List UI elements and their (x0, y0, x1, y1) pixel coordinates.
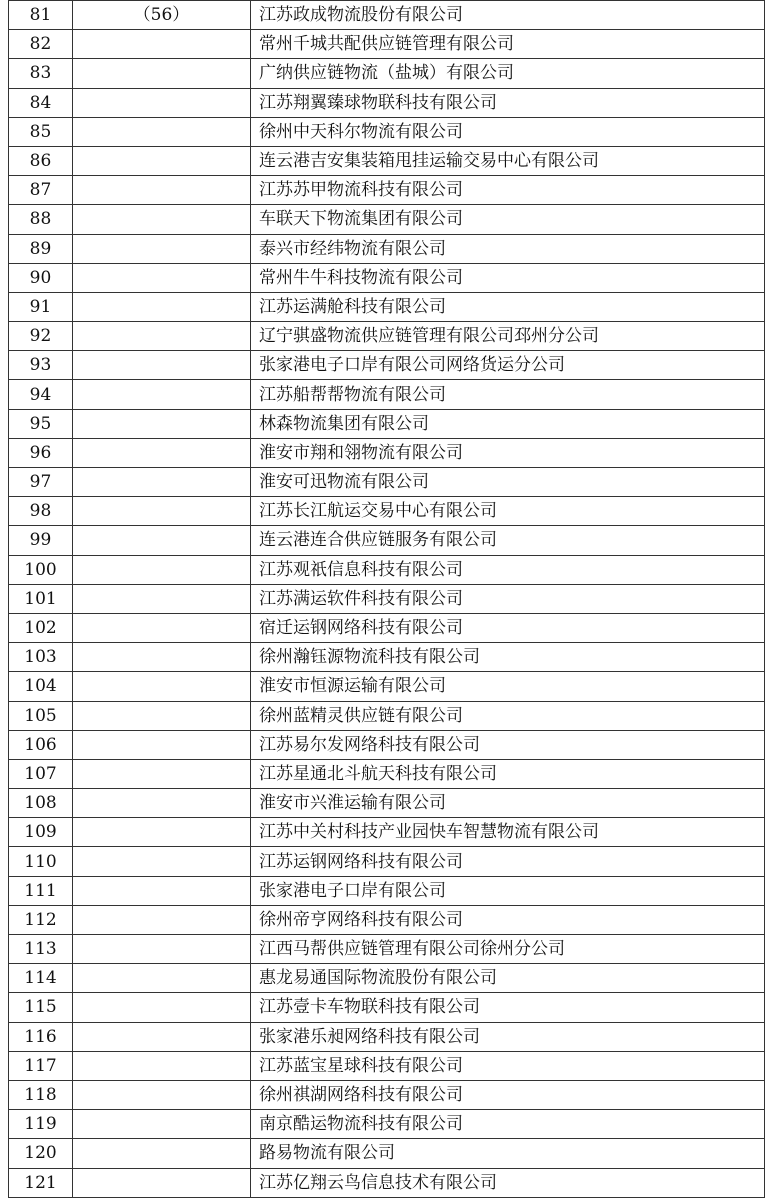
row-number: 89 (9, 234, 73, 263)
group-cell (73, 643, 251, 672)
row-number: 91 (9, 292, 73, 321)
table-row (9, 847, 765, 876)
row-number: 84 (9, 88, 73, 117)
table-row (9, 701, 765, 730)
row-number: 90 (9, 263, 73, 292)
company-name: 徐州蓝精灵供应链有限公司 (251, 701, 765, 730)
row-number: 114 (9, 964, 73, 993)
company-name: 江苏运满舱科技有限公司 (251, 292, 765, 321)
row-number: 112 (9, 905, 73, 934)
table-row (9, 468, 765, 497)
row-number: 106 (9, 730, 73, 759)
row-number: 103 (9, 643, 73, 672)
group-cell (73, 59, 251, 88)
row-number: 94 (9, 380, 73, 409)
group-cell (73, 380, 251, 409)
table-row (9, 117, 765, 146)
group-cell (73, 730, 251, 759)
row-number: 95 (9, 409, 73, 438)
group-cell (73, 672, 251, 701)
table-row (9, 935, 765, 964)
table-row (9, 643, 765, 672)
table-row (9, 818, 765, 847)
table-row (9, 322, 765, 351)
group-cell (73, 847, 251, 876)
row-number: 105 (9, 701, 73, 730)
company-name: 江苏运钢网络科技有限公司 (251, 847, 765, 876)
company-name: 江苏长江航运交易中心有限公司 (251, 497, 765, 526)
group-cell (73, 146, 251, 175)
table-row (9, 876, 765, 905)
table-row (9, 146, 765, 175)
table-row (9, 497, 765, 526)
table-row (9, 613, 765, 642)
company-name: 江苏易尔发网络科技有限公司 (251, 730, 765, 759)
company-name: 江苏壹卡车物联科技有限公司 (251, 993, 765, 1022)
row-number: 83 (9, 59, 73, 88)
group-cell (73, 176, 251, 205)
table-row (9, 438, 765, 467)
group-cell (73, 584, 251, 613)
row-number: 115 (9, 993, 73, 1022)
company-name: 泰兴市经纬物流有限公司 (251, 234, 765, 263)
table-row (9, 555, 765, 584)
table-row (9, 730, 765, 759)
row-number: 93 (9, 351, 73, 380)
group-cell (73, 497, 251, 526)
row-number: 117 (9, 1051, 73, 1080)
company-name: 江苏观祇信息科技有限公司 (251, 555, 765, 584)
row-number: 98 (9, 497, 73, 526)
company-name: 张家港电子口岸有限公司网络货运分公司 (251, 351, 765, 380)
company-name: 徐州中天科尔物流有限公司 (251, 117, 765, 146)
group-cell (73, 1110, 251, 1139)
table-row (9, 88, 765, 117)
table-row (9, 351, 765, 380)
group-cell (73, 351, 251, 380)
company-name: 淮安可迅物流有限公司 (251, 468, 765, 497)
row-number: 100 (9, 555, 73, 584)
table-row (9, 292, 765, 321)
row-number: 97 (9, 468, 73, 497)
company-name: 江苏满运软件科技有限公司 (251, 584, 765, 613)
company-name: 徐州祺湖网络科技有限公司 (251, 1080, 765, 1109)
row-number: 87 (9, 176, 73, 205)
group-count-label: （56） (73, 1, 251, 30)
table-row (9, 584, 765, 613)
row-number: 86 (9, 146, 73, 175)
group-cell (73, 30, 251, 59)
company-name: 江苏苏甲物流科技有限公司 (251, 176, 765, 205)
group-cell (73, 322, 251, 351)
row-number: 109 (9, 818, 73, 847)
group-cell (73, 263, 251, 292)
group-cell (73, 1080, 251, 1109)
table-row (9, 1022, 765, 1051)
table-row (9, 1139, 765, 1168)
group-cell (73, 935, 251, 964)
company-name: 常州牛牛科技物流有限公司 (251, 263, 765, 292)
table-row (9, 789, 765, 818)
row-number: 108 (9, 789, 73, 818)
company-name: 徐州帝亨网络科技有限公司 (251, 905, 765, 934)
table-row (9, 964, 765, 993)
group-cell (73, 1139, 251, 1168)
table-row (9, 1, 765, 30)
company-name: 林森物流集团有限公司 (251, 409, 765, 438)
table-row (9, 526, 765, 555)
group-cell (73, 964, 251, 993)
row-number: 82 (9, 30, 73, 59)
company-name: 江苏蓝宝星球科技有限公司 (251, 1051, 765, 1080)
row-number: 120 (9, 1139, 73, 1168)
table-row (9, 205, 765, 234)
group-cell (73, 438, 251, 467)
group-cell (73, 117, 251, 146)
row-number: 101 (9, 584, 73, 613)
company-name: 江苏船帮帮物流有限公司 (251, 380, 765, 409)
company-name: 淮安市翔和翎物流有限公司 (251, 438, 765, 467)
group-cell (73, 876, 251, 905)
company-name: 惠龙易通国际物流股份有限公司 (251, 964, 765, 993)
company-name: 江苏翔翼臻球物联科技有限公司 (251, 88, 765, 117)
group-cell (73, 759, 251, 788)
table-row (9, 234, 765, 263)
company-list-body (9, 1, 765, 1198)
company-name: 江西马帮供应链管理有限公司徐州分公司 (251, 935, 765, 964)
row-number: 92 (9, 322, 73, 351)
company-name: 江苏政成物流股份有限公司 (251, 1, 765, 30)
row-number: 113 (9, 935, 73, 964)
company-name: 淮安市兴淮运输有限公司 (251, 789, 765, 818)
row-number: 110 (9, 847, 73, 876)
group-cell (73, 468, 251, 497)
table-row (9, 59, 765, 88)
group-cell (73, 1168, 251, 1197)
table-row (9, 409, 765, 438)
row-number: 96 (9, 438, 73, 467)
group-cell (73, 88, 251, 117)
row-number: 81 (9, 1, 73, 30)
table-row (9, 759, 765, 788)
group-cell (73, 701, 251, 730)
row-number: 107 (9, 759, 73, 788)
group-cell (73, 409, 251, 438)
table-row (9, 30, 765, 59)
row-number: 104 (9, 672, 73, 701)
group-cell (73, 526, 251, 555)
company-name: 张家港电子口岸有限公司 (251, 876, 765, 905)
company-name: 徐州瀚钰源物流科技有限公司 (251, 643, 765, 672)
group-cell (73, 234, 251, 263)
table-row (9, 1051, 765, 1080)
group-cell (73, 905, 251, 934)
row-number: 121 (9, 1168, 73, 1197)
table-row (9, 1168, 765, 1197)
company-name: 连云港连合供应链服务有限公司 (251, 526, 765, 555)
table-row (9, 905, 765, 934)
row-number: 85 (9, 117, 73, 146)
table-row (9, 380, 765, 409)
group-cell (73, 1051, 251, 1080)
group-cell (73, 789, 251, 818)
group-cell (73, 993, 251, 1022)
company-name: 常州千城共配供应链管理有限公司 (251, 30, 765, 59)
company-name: 广纳供应链物流（盐城）有限公司 (251, 59, 765, 88)
group-cell (73, 613, 251, 642)
company-name: 车联天下物流集团有限公司 (251, 205, 765, 234)
table-row (9, 1110, 765, 1139)
group-cell (73, 1022, 251, 1051)
row-number: 116 (9, 1022, 73, 1051)
table-row (9, 263, 765, 292)
group-cell (73, 205, 251, 234)
row-number: 88 (9, 205, 73, 234)
row-number: 111 (9, 876, 73, 905)
table-row (9, 1080, 765, 1109)
group-cell (73, 818, 251, 847)
company-name: 江苏中关村科技产业园快车智慧物流有限公司 (251, 818, 765, 847)
table-row (9, 672, 765, 701)
company-name: 淮安市恒源运输有限公司 (251, 672, 765, 701)
company-name: 江苏亿翔云鸟信息技术有限公司 (251, 1168, 765, 1197)
company-name: 辽宁骐盛物流供应链管理有限公司邳州分公司 (251, 322, 765, 351)
row-number: 119 (9, 1110, 73, 1139)
company-list-table (8, 0, 765, 1198)
table-row (9, 993, 765, 1022)
company-name: 江苏星通北斗航天科技有限公司 (251, 759, 765, 788)
company-name: 连云港吉安集装箱甩挂运输交易中心有限公司 (251, 146, 765, 175)
group-cell (73, 555, 251, 584)
company-name: 南京酷运物流科技有限公司 (251, 1110, 765, 1139)
company-name: 宿迁运钢网络科技有限公司 (251, 613, 765, 642)
company-name: 张家港乐昶网络科技有限公司 (251, 1022, 765, 1051)
row-number: 99 (9, 526, 73, 555)
row-number: 102 (9, 613, 73, 642)
group-cell (73, 292, 251, 321)
row-number: 118 (9, 1080, 73, 1109)
company-name: 路易物流有限公司 (251, 1139, 765, 1168)
table-row (9, 176, 765, 205)
